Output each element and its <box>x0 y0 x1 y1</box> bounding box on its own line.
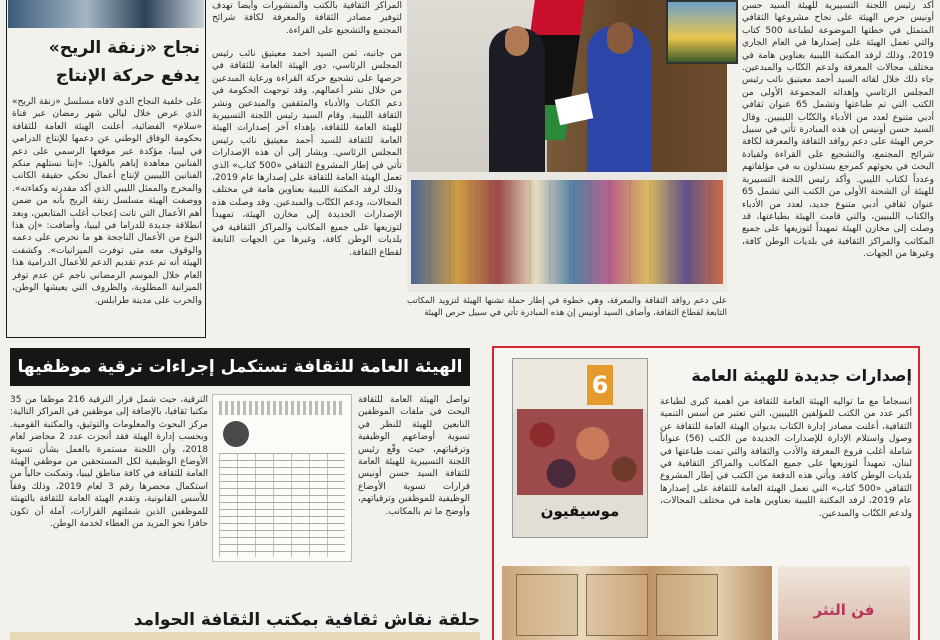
book-cover-top <box>513 359 647 409</box>
book-cover-portraits <box>517 409 643 495</box>
bottom-photo-strip <box>10 632 480 640</box>
document-table <box>219 453 345 557</box>
promotion-body-left: الترقية، حيث شمل قرار الترقية 216 موظفا من 35 مكتبا ثقافيا، بالإضافة إلى موظفين في المراكز التالية: مركز البحوث والمعلومات والتوثيق، والمكتبة القومية. وبحسب إدارة الهيئة فقد أنجزت عدد 2 محاضر لعام 2018، وأن اللجنة مستمرة بالعمل بشأن تسوية الأوضاع الوظيفية لكل المستحقين من موظفي الهيئة العامة للثقافة في كافة مناطق ليبيا، وتمكنت حالياً من استكمال محضرها رقم 3 لعام 2019، وذلك وفقاً للأسس القانونية، وتقدم الهيئة العامة للثقافة بالتهنئة للموظفين الذين شملتهم القرارات، آملة أن تكون حافزا نحو المزيد من العطاء لخدمة الوطن. <box>10 395 208 530</box>
carton-box <box>586 574 648 636</box>
book-title: موسيقيون <box>540 502 620 520</box>
boxed-article-headline: إصدارات جديدة للهيئة العامة <box>691 366 912 385</box>
second-book-title: فن النثر <box>813 601 875 619</box>
boxed-article-body: انسجاماً مع ما تواليه الهيئة العامة للثقافة من أهمية كبرى لطباعة أكبر عدد من الكتب للمؤلفين الليبيين، التي تعتبر من أسس التنمية الثقافية، أعلنت مصادر إدارة الكتاب بديوان الهيئة العامة للثقافة عن وصول واستلام الإدارة للإصدارات الجديدة من الكتب (56) عنواناً شاملة أغلب فروع المعرفة والأدب والثقافة والتي تمت طباعتها في لبنان، تمهيداً لتوزيعها على جميع المكاتب والمراكز الثقافية في بلديات الوطن كافة. ويأتي هذه الدفعة من الكتب في إطار المشروع الثقافي «500 كتاب» التي تعمل الهيئة العامة للثقافة على إصدارها عام 2019، لرفد المكتبة الليبية بعناوين هامة في مختلف المجالات، ولدعم الكتّاب والمبدعين. <box>660 397 912 519</box>
right-small-photo <box>666 0 738 64</box>
person-right-head <box>607 22 633 54</box>
left-article-body: على خلفية النجاح الذي لاقاه مسلسل «زنقة الريح» الذي عرض خلال ليالي شهر رمضان عبر قناة «سلام» الفضائية، أعلنت الهيئة العامة للثقافة بحكومة الوفاق الوطني عن دعمها للإنتاج الدرامي في ليبيا، مؤكدة عبر موقعها الرسمي على دعم الفنانين معاهدة إياهم بالقول: «إننا نستلهم منكم الفنانين الليبيين لإنتاج أعمال تحكي حقيقة الكاتب والمخرج والممثل الليبي الذي أكد مقدرته وكفاءته». ووصفت الهيئة مسلسل زنقة الريح بأنه من ضمن أهم الأعمال التي تاتت إعجاب أغلب المتابعين، وبعد انطلاقة جديدة للدراما في ليبيا، وأضافت: «إن هذا النوع من الأعمال الناجحة هو ما نحرص على دعمه والوقوف معه متى توفرت الميزانيات». وكشفت الهيئة أنه تم عدم تقديم الدعم للأعمال الدرامية هذا العام خلال الموسم الرمضاني ناجم عن عدم توفر الميزانية المطلوبة، والظروف التي يعيشها الوطن، والحرب على مدينة طرابلس. <box>12 97 202 306</box>
right-article-body: أكد رئيس اللجنة التسييرية للهيئة السيد حسن أونيس حرص الهيئة على نجاح مشروعها الثقافي المتمثل في خطتها الموضوعة لطباعة 500 كتاب والتي تعمل الهيئة على إصدارها في العام الجاري 2019، وذلك لرفد المكتبة الليبية بعناوين هامة في مختلف مجالات المعرفة ولدعم الكتّاب والمبدعين. جاء ذلك خلال لقائه السيد أحمد معيتيق نائب رئيس المجلس الرئاسي وإهدائه المجموعة الأولى من الكتب التي تم طباعتها وتشمل 65 عنوان ثقافي أدبي متنوع لعدد من الأدباء والكتّاب الليبيين. وقال السيد حسن أونيس إن هذه المبادرة تأتي في سبيل حرص الهيئة على دعم روافد الثقافة والمعرفة لكافة شرائح المجتمع، والتشجيع على القراءة ولقيادة البحث في بحوثهم كمرجع يستدلون به في مؤلفاتهم وعدداً لكتاب الليبي. وأكد رئيس اللجنة التسييرية للهيئة أن الشحنة الأولى من الكتب التي تشمل 65 عنوان ثقافي أدبي متنوع جديد، لعدد من الأدباء والكتاب الليبيين، والتي قامت الهيئة بطباعتها، قد وصلت إلى مخازن الهيئة تمهيداً لتوزيعها على جميع المكاتب والمراكز الثقافية في بلديات الوطن كافة، وغيرها من الجهات. <box>742 1 934 260</box>
person-left-head <box>505 26 529 56</box>
document-header-lines <box>219 401 345 415</box>
book-boxes-photo <box>502 566 772 640</box>
person-right <box>587 26 651 186</box>
decree-document-image <box>212 394 352 562</box>
promotion-body-right: تواصل الهيئة العامة للثقافة البحث في ملفات الموظفين التابعين للهيئة للنظر في تسوية أوضاعهم الوظيفية وترقياتهم، حيث وقّع رئيس اللجنة التسييرية للهيئة العامة للثقافة السيد حسن أونيس قرارات تسوية الأوضاع الوظيفية للموظفين وترقياتهم، وأوضح ما تم بالمكاتب. <box>358 395 470 517</box>
section-separator <box>0 338 940 342</box>
person-left <box>489 28 545 178</box>
book-number: 6 <box>587 365 613 405</box>
promotion-headline-banner: الهيئة العامة للثقافة تستكمل إجراءات ترقية موظفيها <box>10 348 470 386</box>
document-seal <box>223 421 249 447</box>
mid-article-body-top: المراكز الثقافية بالكتب والمنشورات وأيضا تهدف لتوفير مصادر الثقافة والمعرفة لكافة شرائح المجتمع والتشجيع على القراءة. <box>212 1 402 36</box>
carton-box <box>656 574 718 636</box>
books-on-table <box>411 180 723 284</box>
mid-article-body: من جانبه، ثمن السيد أحمد معيتيق نائب رئيس المجلس الرئاسي، دور الهيئة العامة للثقافة في حرصها على تشجيع حركة القراءة ورعاية المبدعين من خلال نشر أعمالهم، وقد توجهت الحكومة في دعم الكتاب والأدباء والمثقفين والمبدعين ونشر الثقافة الليبية. وقام السيد رئيس اللجنة التسييرية للهيئة العامة للثقافة، بإهداء آخر إصدارات الهيئة العامة للثقافة للسيد أحمد معيتيق نائب رئيس المجلس الرئاسي. ويشار إلى أن هذه الإصدارات تأتي في إطار المشروع الثقافي «500 كتاب» الذي تعمل الهيئة العامة للثقافة على إصدارها عام 2019، وذلك لرفد المكتبة الليبية بعناوين هامة في مختلف المجالات، ودعم الكتّاب والمبدعين. وقد وصلت هذه الإصدارات الجديدة إلى مخازن الهيئة، تمهيداً لتوزيعها على جميع المكاتب والمراكز الثقافية في بلديات الوطن كافة، وغيرها من الجهات التابعة لقطاع الثقافة. <box>212 49 402 258</box>
left-article-headline: نجاح «زنقة الريح» يدفع حركة الإنتاج <box>48 38 200 86</box>
bottom-article-headline: حلقة نقاش ثقافية بمكتب الثقافة الحوامد <box>133 610 480 630</box>
photo-caption: على دعم روافد الثقافة والمعرفة، وهي خطوة في إطار حملة تشنها الهيئة لتزويد المكاتب التابعة لقطاع الثقافة، وأضاف السيد أونيس إن هذه المبادرة تأتي في سبيل حرص الهيئة <box>407 296 727 318</box>
carton-box <box>516 574 578 636</box>
